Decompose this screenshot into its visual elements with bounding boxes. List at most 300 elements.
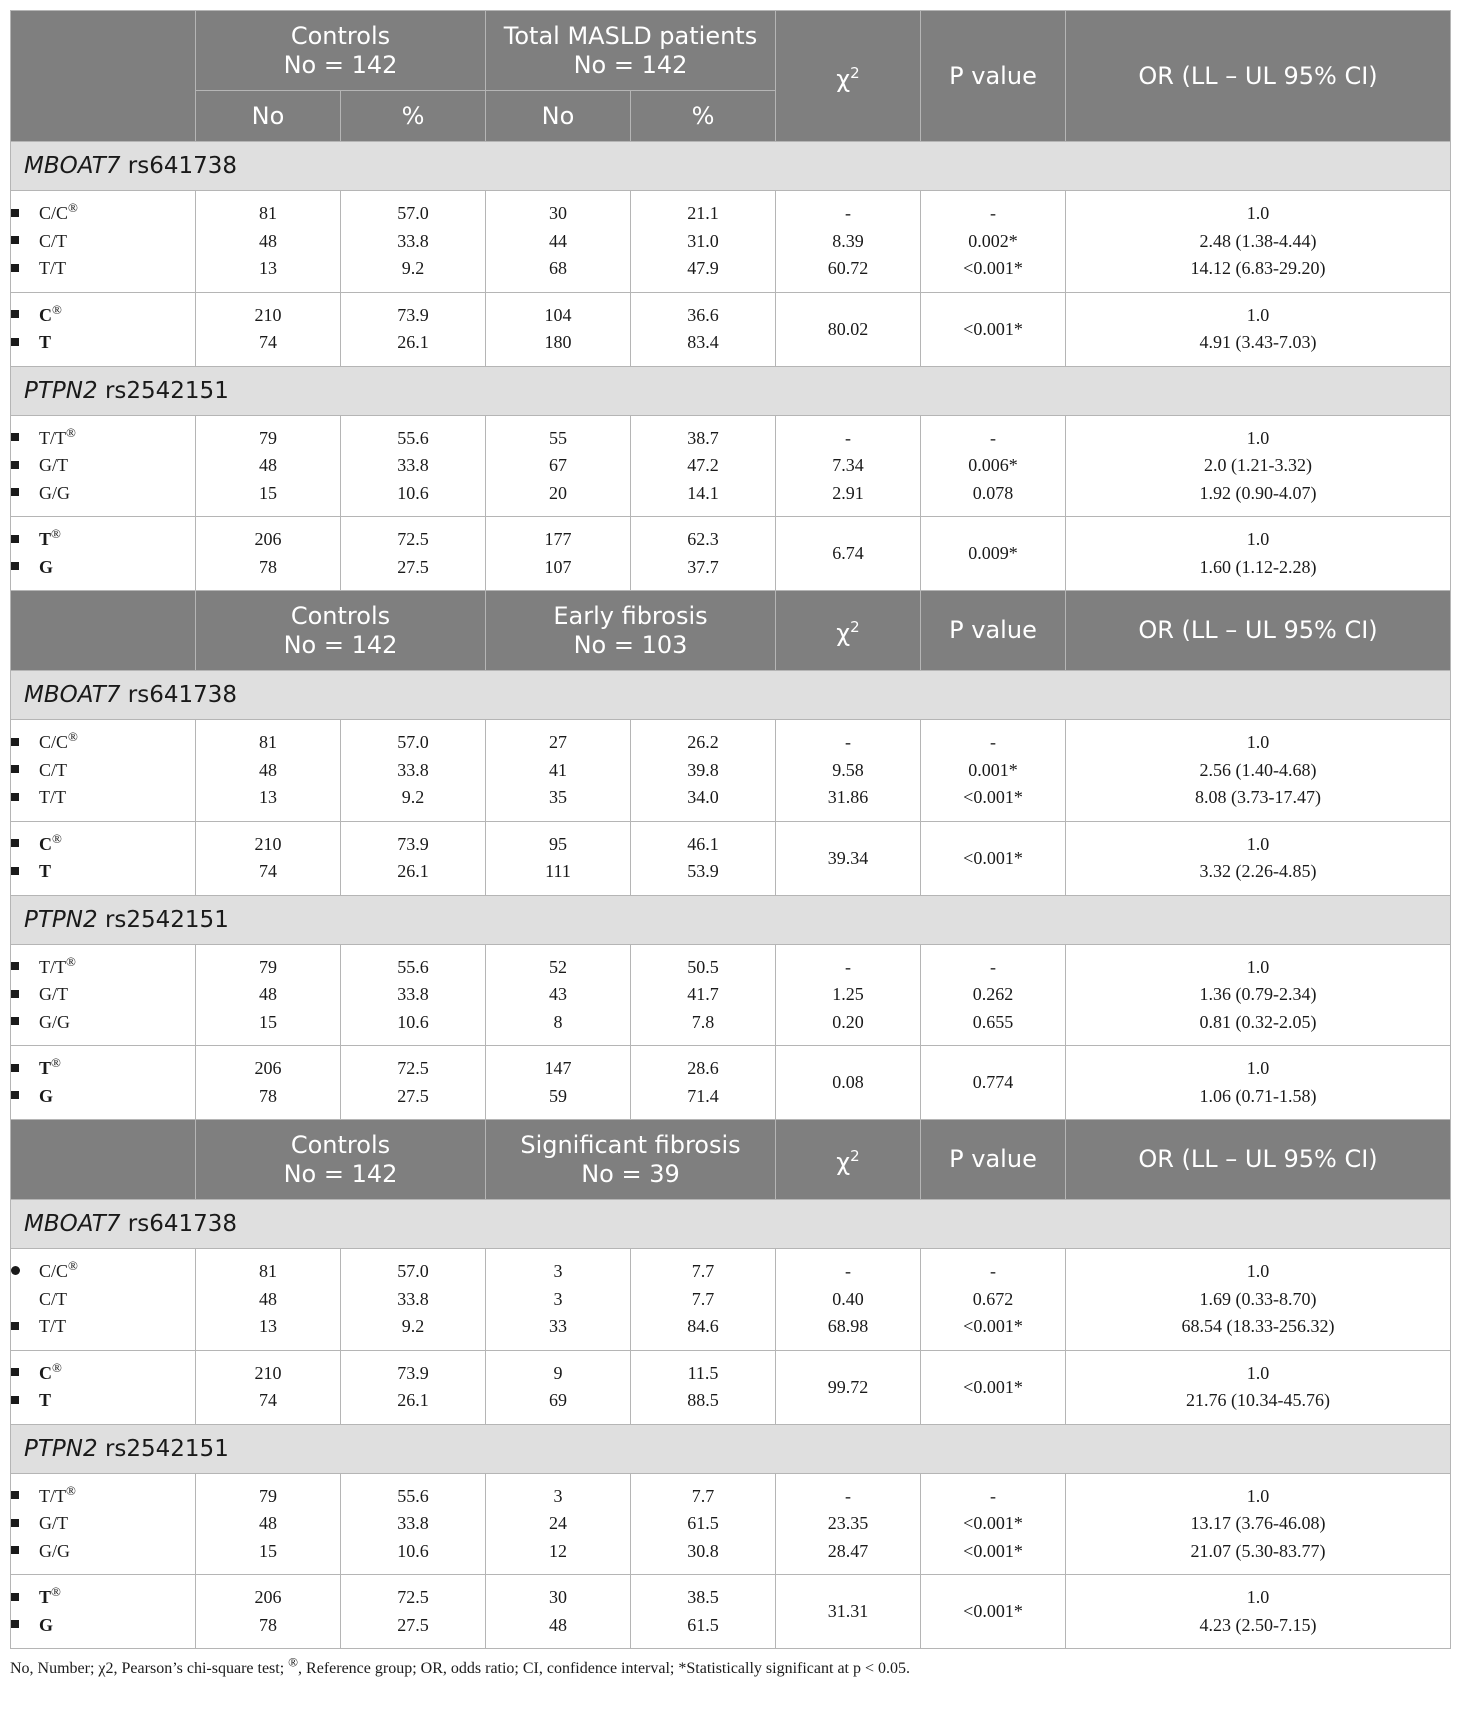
group-pct-cell-value: 39.8 [687, 759, 719, 780]
group-pct-cell-line [631, 1510, 775, 1538]
odds-ratio-cell-value: 1.0 [1246, 833, 1270, 854]
chi-square-cell [776, 821, 921, 895]
controls-pct-cell-value: 27.5 [397, 1614, 429, 1635]
controls-pct-cell-line [341, 1313, 485, 1341]
footnote-reference-symbol: ® [288, 1654, 299, 1670]
controls-pct-cell-value: 33.8 [397, 759, 429, 780]
controls-no-cell-line [196, 200, 340, 228]
group-pct-cell [631, 720, 776, 822]
group-pct-cell-value: 38.5 [687, 1587, 719, 1607]
controls-no-cell-line [196, 1584, 340, 1612]
odds-ratio-cell [1066, 415, 1451, 517]
controls-no-cell-line [196, 1055, 340, 1083]
controls-pct-cell-line [341, 480, 485, 508]
p-value-cell-line [921, 425, 1065, 453]
group-pct-cell-line [631, 784, 775, 812]
odds-ratio-cell-line [1066, 228, 1450, 256]
controls-pct-cell-line [341, 228, 485, 256]
group-pct-cell-value: 38.7 [687, 427, 719, 448]
controls-no-cell [196, 1350, 341, 1424]
group-no-cell-line [486, 757, 630, 785]
odds-ratio-cell [1066, 191, 1451, 293]
odds-ratio-header [1066, 1120, 1451, 1200]
genotype-label: C [39, 1362, 52, 1383]
p-value-cell-value: 0.009* [968, 543, 1018, 563]
controls-no-cell-value: 15 [259, 1540, 277, 1561]
data-group-row [11, 1249, 1451, 1351]
group-no-cell-line [486, 831, 630, 859]
controls-no-cell-value: 79 [259, 427, 277, 448]
genotype-cell [11, 720, 196, 822]
group-pct-cell-line [631, 1538, 775, 1566]
chi-square-cell [776, 1350, 921, 1424]
genotype-cell-line [11, 954, 195, 982]
controls-no-cell-line [196, 784, 340, 812]
genotype-cell-line [11, 1360, 195, 1388]
p-value-cell-value: 0.078 [972, 482, 1014, 503]
snp-id [98, 378, 229, 404]
chi-square-cell-line [776, 981, 920, 1009]
gene-section-row [11, 1424, 1451, 1473]
group-pct-cell-line [631, 1387, 775, 1415]
p-value-cell-line [921, 1009, 1065, 1037]
controls-no-cell-value: 78 [259, 556, 277, 577]
controls-pct-cell-value: 57.0 [397, 1261, 429, 1281]
bullet-icon [11, 1294, 19, 1302]
bullet-icon [11, 1266, 20, 1275]
odds-ratio-cell-value: 1.0 [1246, 203, 1270, 223]
chi-square-cell-value: 60.72 [827, 258, 869, 278]
odds-ratio-cell-value: 1.0 [1246, 1362, 1270, 1383]
bullet-icon [11, 1322, 19, 1330]
genotype-cell [11, 415, 196, 517]
genotype-label: G/G [39, 482, 70, 503]
controls-count: No = 142 [283, 630, 398, 659]
group-pct-cell-value: 21.1 [687, 203, 719, 223]
group-pct-cell [631, 191, 776, 293]
group-no-cell [486, 1473, 631, 1575]
group-no-cell [486, 292, 631, 366]
p-value-cell-value: - [990, 1485, 996, 1506]
genotype-cell-line [11, 1009, 195, 1037]
odds-ratio-cell-line [1066, 729, 1450, 757]
reference-mark-icon: ® [68, 729, 78, 744]
controls-pct-cell-value: 10.6 [397, 1011, 429, 1032]
controls-pct-cell [341, 191, 486, 293]
odds-ratio-cell-value: 1.0 [1246, 1261, 1270, 1281]
controls-pct-header-label: % [401, 101, 425, 130]
genotype-label: G/T [39, 455, 68, 475]
controls-no-cell [196, 944, 341, 1046]
p-value-cell-value: <0.001* [963, 258, 1023, 278]
genotype-cell-line [11, 302, 195, 330]
genotype-label: T [39, 861, 52, 881]
gene-name: MBOAT7 [24, 1211, 121, 1237]
group-no-cell [486, 191, 631, 293]
group-pct-cell-line [631, 255, 775, 283]
patient-group-title: Early fibrosis [553, 601, 708, 630]
reference-mark-icon: ® [51, 1584, 61, 1599]
odds-ratio-cell [1066, 1575, 1451, 1649]
group-pct-cell-value: 61.5 [687, 1513, 719, 1533]
genotype-cell [11, 821, 196, 895]
genotype-label: G/T [39, 984, 68, 1004]
controls-no-cell-value: 13 [259, 258, 277, 278]
data-group-row [11, 415, 1451, 517]
chi-square-cell-value: 68.98 [827, 1316, 869, 1336]
group-pct-cell-value: 28.6 [687, 1058, 719, 1078]
group-pct-cell-value: 7.7 [691, 1288, 715, 1309]
odds-ratio-cell-line [1066, 329, 1450, 357]
genotype-label: C/T [39, 1288, 68, 1309]
controls-pct-cell-line [341, 1009, 485, 1037]
group-pct-cell-value: 46.1 [687, 833, 719, 854]
p-value-cell [921, 1575, 1066, 1649]
controls-pct-cell-line [341, 1258, 485, 1286]
odds-ratio-cell-value: 1.69 (0.33-8.70) [1199, 1288, 1317, 1309]
chi-square-cell-value: 9.58 [832, 759, 864, 780]
odds-ratio-cell-line [1066, 1258, 1450, 1286]
header-empty-cell [11, 591, 196, 671]
controls-pct-cell-line [341, 1538, 485, 1566]
p-value-cell-value: 0.655 [972, 1011, 1014, 1032]
genotype-cell [11, 517, 196, 591]
group-no-cell-value: 27 [549, 732, 567, 752]
odds-ratio-cell [1066, 292, 1451, 366]
genotype-label: T/T [39, 427, 66, 448]
genotype-cell-line [11, 858, 195, 886]
group-no-cell-line [486, 200, 630, 228]
p-value-cell-value: <0.001* [963, 787, 1023, 807]
controls-pct-cell-line [341, 526, 485, 554]
group-pct-cell-line [631, 831, 775, 859]
genotype-label: T/T [39, 787, 66, 807]
snp-id-text: rs641738 [127, 153, 238, 179]
genotype-label: C/T [39, 230, 68, 251]
group-no-cell-line [486, 554, 630, 582]
group-no-cell-value: 3 [553, 1261, 563, 1281]
gene-name: MBOAT7 [24, 682, 121, 708]
controls-pct-cell-line [341, 858, 485, 886]
patient-group-header [486, 11, 776, 91]
controls-pct-cell-value: 55.6 [397, 1485, 429, 1506]
gene-section-label [11, 1200, 1451, 1249]
bullet-icon [11, 562, 19, 570]
odds-ratio-cell [1066, 821, 1451, 895]
group-pct-cell-line [631, 329, 775, 357]
odds-ratio-cell-line [1066, 1387, 1450, 1415]
odds-ratio-cell-value: 3.32 (2.26-4.85) [1199, 861, 1317, 881]
chi-square-cell-line [776, 452, 920, 480]
group-pct-cell [631, 517, 776, 591]
controls-pct-cell-line [341, 554, 485, 582]
reference-mark-icon: ® [52, 1359, 62, 1375]
odds-ratio-label: OR (LL – UL 95% CI) [1138, 616, 1378, 644]
controls-pct-cell-value: 33.8 [397, 230, 429, 251]
group-pct-cell-value: 47.9 [687, 258, 719, 278]
snp-id [120, 153, 237, 179]
odds-ratio-cell-value: 1.06 (0.71-1.58) [1199, 1085, 1317, 1106]
controls-no-cell-value: 78 [259, 1614, 277, 1635]
odds-ratio-cell-line [1066, 1483, 1450, 1511]
controls-pct-cell-line [341, 1584, 485, 1612]
odds-ratio-cell-line [1066, 554, 1450, 582]
odds-ratio-cell [1066, 517, 1451, 591]
p-value-cell-value: <0.001* [963, 1376, 1023, 1397]
chi-square-cell-line [776, 1510, 920, 1538]
chi-square-superscript: 2 [850, 63, 860, 82]
group-pct-cell-value: 88.5 [687, 1390, 719, 1410]
controls-pct-cell-value: 26.1 [397, 1390, 429, 1410]
group-no-cell-value: 33 [549, 1316, 567, 1336]
genotype-cell [11, 1350, 196, 1424]
group-pct-cell-line [631, 302, 775, 330]
controls-no-cell-line [196, 526, 340, 554]
odds-ratio-header [1066, 591, 1451, 671]
chi-square-cell-value: 8.39 [832, 230, 864, 251]
controls-no-cell-line [196, 480, 340, 508]
controls-no-cell-line [196, 228, 340, 256]
p-value-cell-line [921, 1286, 1065, 1314]
controls-no-cell-line [196, 329, 340, 357]
odds-ratio-cell-value: 2.56 (1.40-4.68) [1199, 759, 1317, 780]
controls-count: No = 142 [283, 1159, 398, 1188]
odds-ratio-cell [1066, 944, 1451, 1046]
chi-square-cell-value: 1.25 [832, 984, 864, 1004]
controls-title: Controls [290, 21, 391, 50]
group-pct-cell-value: 53.9 [687, 861, 719, 881]
chi-square-cell-line [776, 425, 920, 453]
group-no-cell-value: 8 [553, 1011, 563, 1032]
controls-no-cell-line [196, 425, 340, 453]
reference-mark-icon: ® [66, 424, 76, 440]
chi-square-superscript: 2 [850, 618, 860, 636]
gene-name: PTPN2 [24, 906, 98, 933]
chi-square-cell-line [776, 1313, 920, 1341]
genotype-label: T/T [39, 1485, 66, 1506]
controls-pct-cell-line [341, 729, 485, 757]
genotype-cell-line [11, 1584, 195, 1612]
controls-pct-cell [341, 944, 486, 1046]
controls-no-cell-value: 206 [254, 1058, 282, 1078]
chi-square-cell-line [776, 757, 920, 785]
odds-ratio-cell-value: 4.91 (3.43-7.03) [1199, 332, 1317, 352]
chi-square-cell-value: 99.72 [827, 1376, 869, 1397]
odds-ratio-cell-value: 14.12 (6.83-29.20) [1190, 258, 1326, 278]
controls-no-cell [196, 1249, 341, 1351]
bullet-icon [11, 236, 19, 244]
odds-ratio-cell-value: 1.36 (0.79-2.34) [1199, 984, 1317, 1004]
gene-section-row [11, 671, 1451, 720]
reference-mark-icon: ® [66, 953, 76, 969]
group-pct-cell-line [631, 757, 775, 785]
genotype-cell-line [11, 425, 195, 453]
chi-square-cell [776, 944, 921, 1046]
chi-square-header [776, 1120, 921, 1200]
bullet-icon [11, 962, 19, 970]
reference-mark-icon: ® [68, 1258, 78, 1273]
controls-no-cell-line [196, 1538, 340, 1566]
group-pct-cell-line [631, 480, 775, 508]
group-pct-cell-value: 26.2 [687, 732, 719, 752]
controls-no-cell-value: 81 [259, 1261, 277, 1281]
controls-no-cell-line [196, 1258, 340, 1286]
chi-square-cell-line [776, 1009, 920, 1037]
controls-pct-cell-line [341, 425, 485, 453]
controls-no-cell-line [196, 452, 340, 480]
genotype-label: G/T [39, 1513, 68, 1533]
genotype-label: T/T [39, 258, 66, 278]
data-group-row [11, 1473, 1451, 1575]
odds-ratio-cell-line [1066, 1612, 1450, 1640]
controls-no-cell-value: 15 [259, 1011, 277, 1032]
snp-id [98, 907, 229, 933]
odds-ratio-cell-line [1066, 1009, 1450, 1037]
controls-pct-cell [341, 720, 486, 822]
group-no-cell-value: 52 [549, 956, 567, 977]
group-no-cell-line [486, 858, 630, 886]
gene-name: PTPN2 [24, 377, 98, 404]
controls-no-header-label: No [251, 101, 285, 130]
chi-square-cell-line [776, 255, 920, 283]
data-group-row [11, 944, 1451, 1046]
group-pct-cell-value: 61.5 [687, 1614, 719, 1635]
group-no-cell-line [486, 452, 630, 480]
odds-ratio-cell-value: 1.60 (1.12-2.28) [1199, 556, 1317, 577]
controls-pct-cell-value: 27.5 [397, 1085, 429, 1106]
group-no-cell-value: 12 [549, 1540, 567, 1561]
controls-no-cell-value: 48 [259, 984, 277, 1004]
p-value-cell-value: 0.006* [968, 455, 1018, 475]
group-pct-cell-line [631, 1083, 775, 1111]
chi-square-cell [776, 415, 921, 517]
p-value-cell-value: - [990, 427, 996, 448]
controls-no-cell-value: 206 [254, 1587, 282, 1607]
controls-no-cell-value: 48 [259, 1513, 277, 1533]
bullet-icon [11, 1491, 19, 1499]
chi-square-symbol: χ [836, 64, 851, 93]
odds-ratio-cell-line [1066, 1083, 1450, 1111]
p-value-label: P value [949, 616, 1037, 644]
p-value-cell-value: - [990, 732, 996, 752]
header-empty-cell [11, 1120, 196, 1200]
odds-ratio-cell-line [1066, 1584, 1450, 1612]
group-pct-cell-value: 84.6 [687, 1316, 719, 1336]
chi-square-cell-value: 28.47 [827, 1540, 869, 1561]
bullet-icon [11, 867, 19, 875]
controls-no-cell-line [196, 981, 340, 1009]
group-pct-cell-value: 83.4 [687, 332, 719, 352]
controls-no-cell-value: 48 [259, 759, 277, 780]
group-pct-cell [631, 1575, 776, 1649]
p-value-cell [921, 1350, 1066, 1424]
chi-square-cell-value: - [845, 1261, 851, 1281]
controls-pct-cell-line [341, 981, 485, 1009]
bullet-icon [11, 209, 19, 217]
controls-no-cell [196, 821, 341, 895]
group-no-cell-value: 30 [549, 203, 567, 223]
reference-mark-icon: ® [52, 830, 62, 846]
genotype-label: T [39, 1587, 52, 1607]
p-value-cell-value: 0.672 [972, 1288, 1014, 1309]
group-pct-cell-line [631, 228, 775, 256]
p-value-cell [921, 821, 1066, 895]
p-value-header [921, 591, 1066, 671]
odds-ratio-cell-line [1066, 1510, 1450, 1538]
genotype-label: T [39, 1058, 52, 1078]
odds-ratio-cell-value: 2.48 (1.38-4.44) [1199, 230, 1317, 251]
chi-square-cell-value: 0.40 [832, 1288, 864, 1309]
group-no-cell-line [486, 981, 630, 1009]
chi-square-superscript: 2 [850, 1147, 860, 1165]
chi-square-cell-line [776, 1538, 920, 1566]
p-value-cell-value: <0.001* [963, 1513, 1023, 1533]
chi-square-cell [776, 1046, 921, 1120]
odds-ratio-cell-line [1066, 954, 1450, 982]
chi-square-cell-line [776, 1286, 920, 1314]
genotype-cell [11, 292, 196, 366]
controls-pct-cell [341, 292, 486, 366]
group-pct-cell-value: 37.7 [687, 556, 719, 577]
controls-no-cell-line [196, 1483, 340, 1511]
controls-no-cell-line [196, 1313, 340, 1341]
results-table-page [10, 10, 1450, 1679]
p-value-cell-value: - [990, 1261, 996, 1281]
chi-square-cell [776, 720, 921, 822]
controls-pct-cell-line [341, 954, 485, 982]
controls-no-cell [196, 517, 341, 591]
controls-pct-cell-line [341, 1612, 485, 1640]
controls-header [196, 1120, 486, 1200]
genotype-cell-line [11, 554, 195, 582]
group-no-cell-value: 41 [549, 759, 567, 780]
controls-pct-cell-line [341, 255, 485, 283]
controls-pct-cell-value: 10.6 [397, 1540, 429, 1561]
controls-pct-cell-value: 33.8 [397, 1513, 429, 1533]
controls-no-cell [196, 1046, 341, 1120]
gene-section-row [11, 1200, 1451, 1249]
genotype-cell-line [11, 784, 195, 812]
p-value-cell [921, 517, 1066, 591]
gene-name: MBOAT7 [24, 153, 121, 179]
genotype-cell-line [11, 1510, 195, 1538]
group-no-cell-line [486, 425, 630, 453]
p-value-cell-line [921, 1313, 1065, 1341]
odds-ratio-cell-line [1066, 981, 1450, 1009]
controls-pct-cell-value: 57.0 [397, 203, 429, 223]
group-no-cell-value: 30 [549, 1587, 567, 1607]
genotype-label: G/G [39, 1540, 70, 1561]
group-pct-cell-value: 7.7 [691, 1261, 715, 1281]
odds-ratio-cell-line [1066, 302, 1450, 330]
group-pct-cell [631, 1473, 776, 1575]
controls-no-cell-value: 79 [259, 1485, 277, 1506]
controls-no-cell-value: 15 [259, 482, 277, 503]
odds-ratio-cell-value: 1.0 [1246, 1587, 1270, 1607]
odds-ratio-cell-line [1066, 526, 1450, 554]
group-no-cell-value: 104 [544, 304, 572, 325]
odds-ratio-cell-line [1066, 200, 1450, 228]
group-pct-cell-value: 71.4 [687, 1085, 719, 1106]
p-value-cell-value: <0.001* [963, 1540, 1023, 1561]
bullet-icon [11, 535, 19, 543]
p-value-cell-line [921, 452, 1065, 480]
chi-square-cell-value: - [845, 732, 851, 752]
odds-ratio-cell-value: 1.0 [1246, 304, 1270, 325]
group-no-cell-value: 43 [549, 984, 567, 1004]
bullet-icon [11, 488, 19, 496]
group-no-cell-value: 3 [553, 1485, 563, 1506]
